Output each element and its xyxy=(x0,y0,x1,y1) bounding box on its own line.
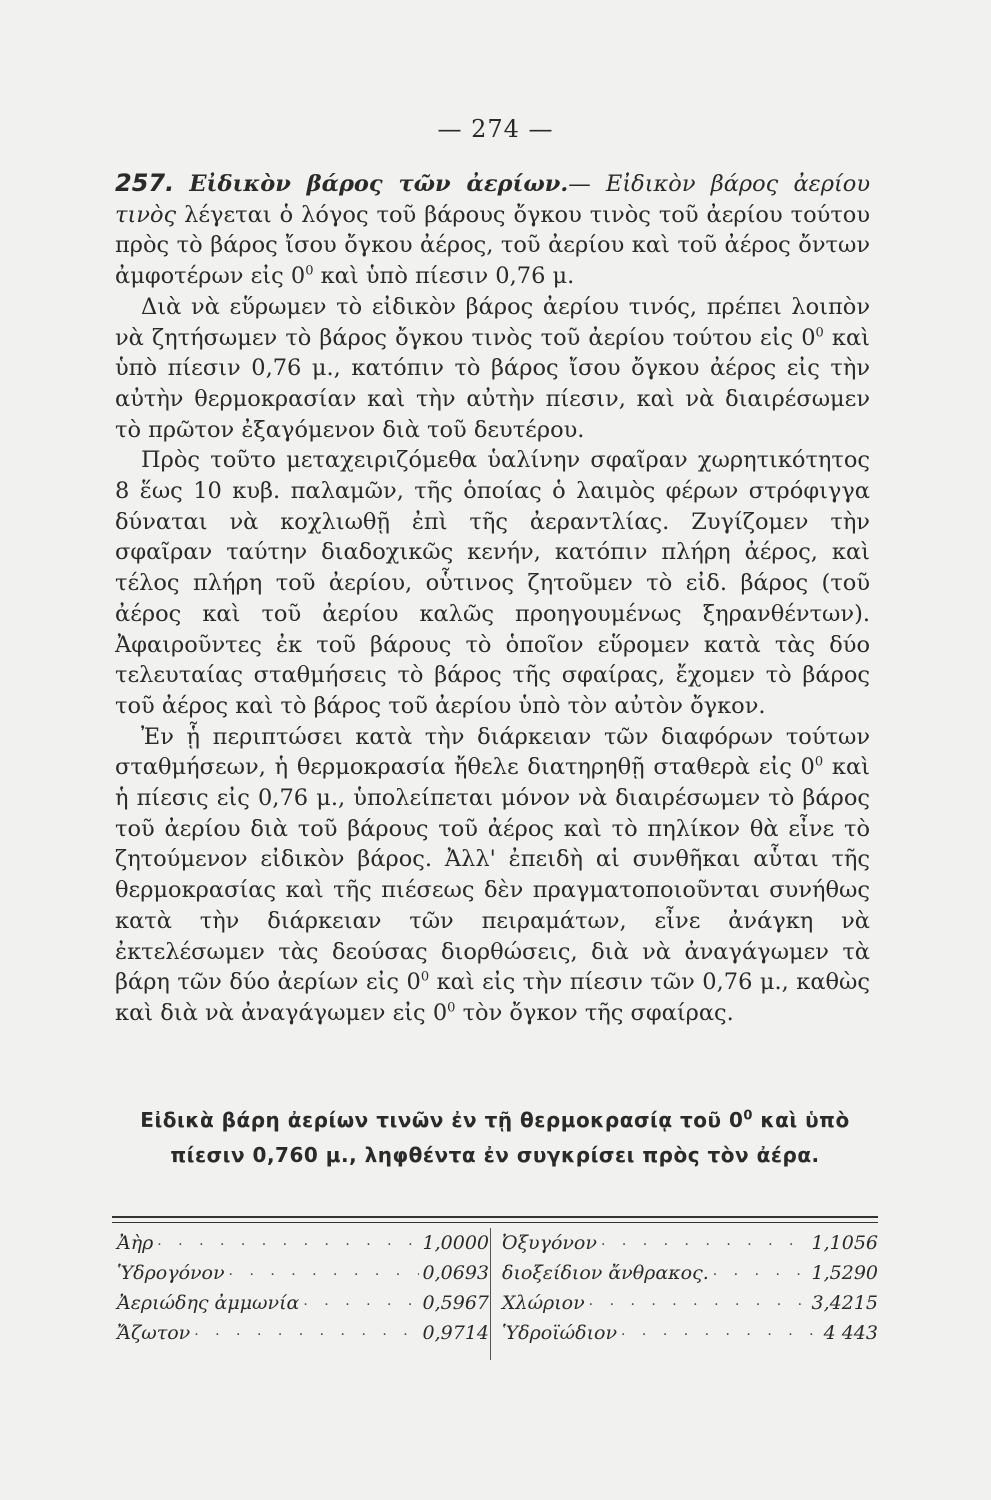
table-row xyxy=(117,1232,489,1262)
section-number: 257. xyxy=(115,169,175,197)
gas-value: 0,9714 xyxy=(422,1322,489,1344)
paragraph-1-end: καὶ ὑπὸ πίεσιν 0,76 μ. xyxy=(313,263,575,290)
gas-value: 1,0000 xyxy=(422,1232,489,1254)
degree-superscript: 0 xyxy=(305,263,314,279)
gas-value: 1,1056 xyxy=(811,1232,878,1254)
table-row xyxy=(502,1292,878,1322)
column-divider xyxy=(490,1228,491,1360)
paragraph-4-text-3: καὶ εἰς τὴν πίεσιν τῶν 0,76 μ., καθὼς καὶ διὰ νὰ ἀναγάγωμεν εἰς 0 xyxy=(115,969,871,1026)
gas-name: Ὑδρογόνον xyxy=(117,1262,225,1284)
paragraph-4-end: τὸν ὄγκον τῆς σφαίρας. xyxy=(455,999,734,1026)
paragraph-1 xyxy=(115,168,870,292)
paragraph-4 xyxy=(115,722,870,1029)
gas-name: Ἀεριώδης ἀμμωνία xyxy=(117,1292,300,1314)
degree-superscript: 0 xyxy=(743,1108,753,1124)
degree-superscript: 0 xyxy=(814,754,824,770)
gas-value: 4 443 xyxy=(823,1322,878,1344)
gas-name: Χλώριον xyxy=(502,1292,585,1314)
gas-value: 3,4215 xyxy=(811,1292,878,1314)
paragraph-3: Πρὸς τοῦτο μεταχειριζόμεθα ὑαλίνην σφαῖραν χωρητικότητος 8 ἕως 10 κυβ. παλαμῶν, τῆς ὁποίας ὁ λαιμὸς φέρων στρόφιγγα δύναται νὰ κοχλιωθῇ ἐπὶ τῆς ἀεραντλίας. Ζυγίζομεν τὴν σφαῖραν ταύτην διαδοχικῶς κενήν, κατόπιν πλήρη ἀέρος, καὶ τέλος πλήρη τοῦ ἀερίου, οὗτινος ζητοῦμεν τὸ εἰδ. βάρος (τοῦ ἀέρος καὶ τοῦ ἀερίου καλῶς προηγουμένως ξηρανθέντων). Ἀφαιροῦντες ἐκ τοῦ βάρους τὸ ὁποῖον εὕρομεν κατὰ τὰς δύο τελευταίας σταθμήσεις τὸ βάρος τῆς σφαίρας, ἔχομεν τὸ βάρος τοῦ ἀέρος καὶ τὸ βάρος τοῦ ἀερίου ὑπὸ τὸν αὐτὸν ὄγκον. xyxy=(115,447,870,719)
gas-value: 1,5290 xyxy=(811,1262,878,1284)
degree-superscript: 0 xyxy=(815,325,824,341)
gas-name: Ἀὴρ xyxy=(117,1232,154,1254)
paragraph-1-text: λέγεται ὁ λόγος τοῦ βάρους ὄγκου τινὸς τοῦ ἀερίου τούτου πρὸς τὸ βάρος ἴσου ὄγκου ἀέρος, τοῦ ἀερίου καὶ τοῦ ἀέρος ὄντων ἀμφοτέρων εἰς 0 xyxy=(115,201,871,290)
table-column-left xyxy=(117,1232,489,1352)
definition-lead: Εἰδικὸν βάρος ἀερίου τινὸς xyxy=(115,171,870,228)
gas-name: Ὀξυγόνον xyxy=(502,1232,597,1254)
gas-value: 0,0693 xyxy=(422,1262,489,1284)
section-dash: — xyxy=(568,171,591,197)
table-column-right xyxy=(502,1232,878,1352)
table-row xyxy=(117,1322,489,1352)
table-caption-text: Εἰδικὰ βάρη ἀερίων τινῶν ἐν τῇ θερμοκρασίᾳ τοῦ 0 xyxy=(140,1108,744,1132)
section-title: Εἰδικὸν βάρος τῶν ἀερίων. xyxy=(189,171,569,197)
paragraph-2-text: Διὰ νὰ εὕρωμεν τὸ εἰδικὸν βάρος ἀερίου τινός, πρέπει λοιπὸν νὰ ζητήσωμεν τὸ βάρος ὄγκου τινὸς τοῦ ἀερίου τούτου εἰς 0 xyxy=(115,293,870,351)
paragraph-4-text-2: καὶ ἡ πίεσις εἰς 0,76 μ., ὑπολείπεται μόνον νὰ διαιρέσωμεν τὸ βάρος τοῦ ἀερίου διὰ τοῦ βάρους τοῦ ἀέρος καὶ τὸ πηλίκον θὰ εἶνε τὸ ζητούμενον εἰδικὸν βάρος. Ἀλλ' ἐπειδὴ αἱ συνθῆκαι αὗται τῆς θερμοκρασίας καὶ τῆς πιέσεως δὲν πραγματοποιοῦνται συνήθως κατὰ τὴν διάρκειαν τῶν πειραμάτων, εἶνε ἀνάγκη νὰ ἐκτελέσωμεν τὰς δεούσας διορθώσεις, διὰ νὰ ἀναγάγωμεν τὰ βάρη τῶν δύο ἀερίων εἰς 0 xyxy=(115,754,870,996)
gas-name: Ὑδροϊώδιον xyxy=(502,1322,618,1344)
table-row xyxy=(117,1292,489,1322)
table-row xyxy=(117,1262,489,1292)
table-row xyxy=(502,1322,878,1352)
leader-dots xyxy=(589,1297,808,1313)
leader-dots xyxy=(713,1267,808,1283)
paragraph-2 xyxy=(115,292,870,446)
table-top-rule xyxy=(112,1216,878,1218)
degree-superscript: 0 xyxy=(420,969,430,985)
degree-superscript: 0 xyxy=(447,1000,456,1016)
leader-dots xyxy=(229,1267,419,1283)
paragraph-2-end: καὶ ὑπὸ πίεσιν 0,76 μ., κατόπιν τὸ βάρος ἴσου ὄγκου ἀέρος εἰς τὴν αὐτὴν θερμοκρασίαν καὶ τὴν αὐτὴν πίεσιν, καὶ νὰ διαιρέσωμεν τὸ πρῶτον ἐξαγόμενον διὰ τοῦ δευτέρου. xyxy=(115,324,870,443)
section-body xyxy=(115,168,870,1029)
table-top-rule-thin xyxy=(112,1222,878,1223)
table-caption-end: καὶ ὑπὸ πίεσιν 0,760 μ., ληφθέντα ἐν συγκρίσει πρὸς τὸν ἀέρα. xyxy=(170,1108,850,1167)
gas-name: Ἄζωτον xyxy=(117,1322,191,1344)
page-number: — 274 — xyxy=(437,115,554,143)
gas-name: διοξείδιον ἄνθρακος. xyxy=(502,1262,709,1284)
gas-value: 0,5967 xyxy=(422,1292,489,1314)
table-row xyxy=(502,1262,878,1292)
table-caption xyxy=(110,1103,880,1173)
table-row xyxy=(502,1232,878,1262)
leader-dots xyxy=(194,1327,418,1343)
leader-dots xyxy=(157,1237,418,1253)
leader-dots xyxy=(601,1237,808,1253)
leader-dots xyxy=(303,1297,418,1313)
paragraph-4-text: Ἐν ᾗ περιπτώσει κατὰ τὴν διάρκειαν τῶν διαφόρων τούτων σταθμήσεων, ἡ θερμοκρασία ἤθελε διατηρηθῇ σταθερὰ εἰς 0 xyxy=(115,723,870,781)
leader-dots xyxy=(621,1327,820,1343)
